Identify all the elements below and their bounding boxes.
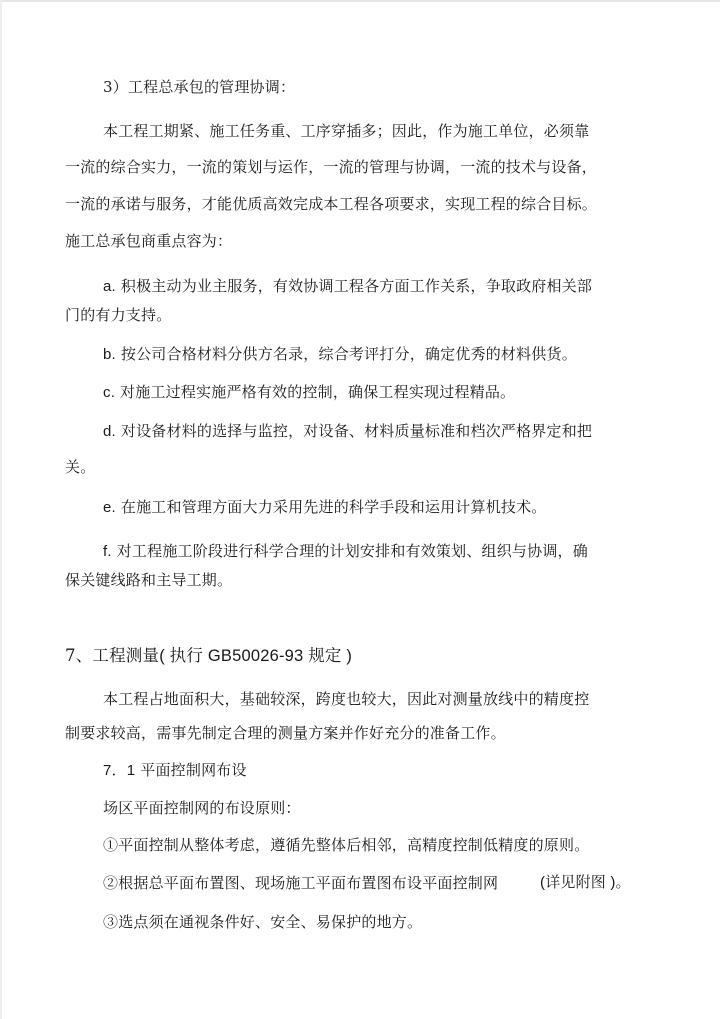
rule-3: ③选点须在通视条件好、安全、易保护的地方。 xyxy=(103,913,423,931)
section-7-heading xyxy=(65,646,352,666)
list-item-e xyxy=(103,497,547,518)
intro-line: 一流的承诺与服务，才能优质高效完成本工程各项要求，实现工程的综合目标。 xyxy=(65,195,598,213)
rule-2-suffix: (详见附图 )。 xyxy=(540,874,631,891)
item-marker: c. xyxy=(103,384,116,401)
item-marker: d. xyxy=(103,423,116,440)
item-marker: f. xyxy=(103,543,112,560)
item-text: 按公司合格材料分供方名录，综合考评打分，确定优秀的材料供货。 xyxy=(120,345,577,363)
list-item-f xyxy=(103,541,588,562)
intro-line: 本工程工期紧、施工任务重、工序穿插多；因此，作为施工单位，必须靠 xyxy=(103,122,590,140)
subsection-number: 7．1 xyxy=(103,762,136,779)
rule-1: ①平面控制从整体考虑，遵循先整体后相邻，高精度控制低精度的原则。 xyxy=(103,836,590,854)
rule-2: ②根据总平面布置图、现场施工平面布置图布设平面控制网 xyxy=(103,874,499,892)
item-text: 积极主动为业主服务，有效协调工程各方面工作关系，争取政府相关部 xyxy=(120,277,593,295)
list-item-c xyxy=(103,382,515,403)
subsection-title: 平面控制网布设 xyxy=(140,761,247,779)
intro-line: 本工程占地面积大，基础较深，跨度也较大，因此对测量放线中的精度控 xyxy=(103,690,590,708)
page-top-edge xyxy=(0,0,720,2)
item-marker: b. xyxy=(103,346,116,363)
list-item-a-continued: 门的有力支持。 xyxy=(65,306,172,324)
item-marker: e. xyxy=(103,499,116,516)
intro-line: 一流的综合实力，一流的策划与运作，一流的管理与协调，一流的技术与设备， xyxy=(65,158,598,176)
principle-title: 场区平面控制网的布设原则： xyxy=(103,799,301,817)
section-7-title: 7、工程测量 xyxy=(65,646,160,665)
item-marker: a. xyxy=(103,278,116,295)
item-text: 对设备材料的选择与监控，对设备、材料质量标准和档次严格界定和把 xyxy=(120,422,593,440)
subsection-7-1-heading xyxy=(103,760,247,781)
list-item-d-continued: 关。 xyxy=(65,458,96,476)
section-7-standard: ( 执行 GB50026-93 规定 ) xyxy=(159,647,353,665)
list-item-b xyxy=(103,344,577,365)
item-text: 对施工过程实施严格有效的控制，确保工程实现过程精品。 xyxy=(120,383,516,401)
item-text: 对工程施工阶段进行科学合理的计划安排和有效策划、组织与协调，确 xyxy=(116,542,588,560)
list-item-d xyxy=(103,421,592,442)
item-text: 在施工和管理方面大力采用先进的科学手段和运用计算机技术。 xyxy=(120,498,547,516)
list-item-f-continued: 保关键线路和主导工期。 xyxy=(65,571,233,589)
list-item-a xyxy=(103,276,592,297)
intro-line: 施工总承包商重点容为： xyxy=(65,232,233,250)
page-left-edge xyxy=(0,0,2,1019)
section-3-heading: 3）工程总承包的管理协调： xyxy=(103,78,296,96)
intro-line: 制要求较高，需事先制定合理的测量方案并作好充分的准备工作。 xyxy=(65,724,506,742)
